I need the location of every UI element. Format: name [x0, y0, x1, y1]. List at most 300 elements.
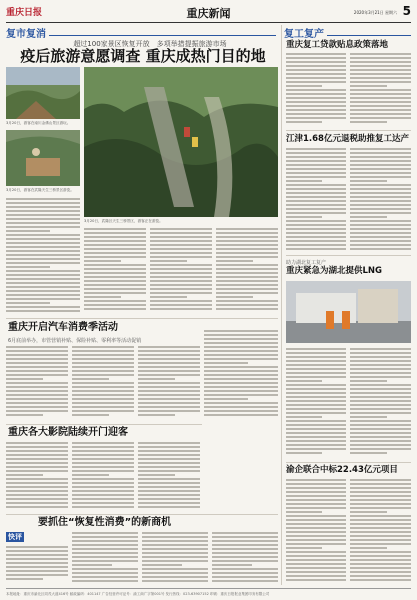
text-line: [6, 578, 43, 580]
newspaper-logo: 重庆日报: [6, 8, 43, 18]
text-line: [142, 556, 208, 558]
text-line: [138, 402, 200, 404]
text-line: [286, 77, 346, 79]
text-line: [286, 232, 346, 234]
text-line: [286, 495, 346, 497]
text-line: [142, 536, 208, 538]
text-line: [72, 446, 134, 448]
mid-text-1d: [204, 330, 278, 418]
text-line: [72, 470, 134, 472]
mid-text-2b: [72, 442, 134, 510]
text-line: [6, 458, 68, 460]
text-line: [216, 244, 278, 246]
text-line: [286, 200, 346, 202]
text-line: [286, 109, 346, 111]
text-line: [6, 502, 68, 504]
photo-caption-1: 3月20日，游客在南川金佛山景区游玩。: [6, 121, 71, 125]
text-line: [84, 300, 146, 302]
text-line: [6, 298, 80, 300]
text-line: [72, 482, 134, 484]
text-line: [6, 226, 80, 228]
text-line: [350, 216, 387, 218]
text-line: [84, 256, 146, 258]
text-line: [6, 254, 80, 256]
text-line: [286, 452, 322, 454]
text-line: [286, 424, 346, 426]
text-line: [72, 564, 112, 566]
text-line: [138, 466, 200, 468]
text-line: [286, 156, 346, 158]
text-line: [286, 503, 346, 505]
text-line: [6, 346, 68, 348]
text-line: [150, 308, 212, 310]
text-line: [72, 486, 134, 488]
text-line: [286, 220, 346, 222]
text-line: [84, 236, 146, 238]
text-line: [72, 494, 134, 496]
text-line: [72, 442, 134, 444]
text-line: [150, 264, 212, 266]
text-line: [350, 121, 387, 123]
text-line: [350, 356, 411, 358]
text-line: [212, 540, 278, 542]
text-line: [350, 515, 411, 517]
text-line: [6, 278, 80, 280]
text-line: [350, 152, 411, 154]
text-line: [204, 374, 278, 376]
text-line: [138, 358, 200, 360]
text-line: [286, 404, 346, 406]
mid-text-3d: [212, 532, 278, 584]
text-line: [204, 402, 278, 404]
text-line: [138, 442, 200, 444]
text-line: [142, 540, 208, 542]
text-line: [350, 432, 411, 434]
text-line: [286, 539, 346, 541]
text-line: [150, 248, 212, 250]
text-line: [72, 506, 134, 508]
text-line: [72, 466, 134, 468]
text-line: [212, 572, 278, 574]
text-line: [6, 410, 68, 412]
text-line: [286, 523, 346, 525]
text-line: [204, 366, 278, 368]
page-number: 5: [402, 4, 411, 18]
text-line: [286, 208, 346, 210]
text-line: [6, 470, 68, 472]
text-line: [72, 490, 134, 492]
text-line: [286, 567, 346, 569]
text-line: [286, 212, 346, 214]
tag-label: 复工复产: [284, 25, 327, 40]
text-line: [286, 408, 346, 410]
text-line: [350, 77, 411, 79]
text-line: [286, 392, 346, 394]
text-line: [350, 248, 411, 250]
text-line: [72, 398, 134, 400]
photo-caption-main: 3月20日，武隆区天生三桥景区，游客正在游览。: [84, 219, 163, 223]
text-line: [150, 240, 212, 242]
text-line: [150, 292, 212, 294]
text-line: [286, 73, 346, 75]
text-line: [6, 290, 80, 292]
text-line: [350, 180, 387, 182]
text-line: [286, 152, 346, 154]
text-line: [138, 506, 200, 508]
text-line: [286, 360, 346, 362]
mid-text-3a: [6, 546, 68, 582]
text-line: [350, 85, 387, 87]
text-line: [6, 482, 68, 484]
text-line: [350, 348, 411, 350]
text-line: [138, 350, 200, 352]
text-line: [286, 244, 346, 246]
text-line: [72, 410, 134, 412]
text-line: [138, 366, 200, 368]
text-line: [350, 483, 411, 485]
text-line: [150, 304, 212, 306]
lead-text-col-4: [216, 228, 278, 312]
text-line: [350, 519, 411, 521]
text-line: [142, 580, 208, 582]
text-line: [138, 398, 200, 400]
text-line: [350, 113, 411, 115]
text-line: [138, 382, 200, 384]
text-line: [142, 568, 208, 570]
text-line: [72, 346, 134, 348]
text-line: [350, 93, 411, 95]
text-line: [212, 576, 278, 578]
text-line: [142, 560, 208, 562]
text-line: [286, 196, 346, 198]
text-line: [350, 364, 411, 366]
text-line: [286, 444, 346, 446]
text-line: [72, 414, 109, 416]
text-line: [216, 248, 278, 250]
page-footer: 本报地址：重庆市渝北区同茂大道416号 邮政编码：401147 广告经营许可证号：渝工商广字第001号 发行热线：023-63907152 印刷：重庆日报报业集团印务有限公司: [6, 588, 411, 599]
text-line: [350, 408, 411, 410]
text-line: [204, 354, 278, 356]
text-line: [350, 69, 411, 71]
right-divider-3: [286, 462, 411, 463]
text-line: [84, 308, 146, 310]
text-line: [6, 574, 68, 576]
text-line: [350, 404, 411, 406]
text-line: [204, 386, 278, 388]
text-line: [286, 563, 346, 565]
text-line: [350, 117, 411, 119]
text-line: [6, 294, 80, 296]
mid-text-1b: [72, 346, 134, 418]
text-line: [72, 544, 138, 546]
text-line: [6, 366, 68, 368]
text-line: [72, 450, 134, 452]
text-line: [72, 572, 138, 574]
text-line: [6, 414, 43, 416]
text-line: [138, 410, 200, 412]
text-line: [6, 550, 68, 552]
text-line: [138, 370, 200, 372]
text-line: [286, 400, 346, 402]
right-text-4a: [286, 479, 346, 583]
text-line: [350, 452, 387, 454]
right-text-2b: [350, 148, 411, 252]
text-line: [6, 222, 80, 224]
text-line: [138, 502, 200, 504]
text-line: [286, 420, 346, 422]
text-line: [286, 97, 346, 99]
text-line: [6, 242, 80, 244]
text-line: [84, 268, 146, 270]
text-line: [286, 69, 346, 71]
text-line: [138, 374, 200, 376]
text-line: [216, 240, 278, 242]
right-photo-image: [286, 281, 411, 343]
text-line: [142, 532, 208, 534]
text-line: [350, 527, 411, 529]
text-line: [6, 282, 80, 284]
text-line: [6, 350, 68, 352]
text-line: [350, 547, 387, 549]
text-line: [6, 462, 68, 464]
text-line: [286, 479, 346, 481]
text-line: [286, 519, 346, 521]
text-line: [72, 560, 138, 562]
text-line: [286, 535, 346, 537]
text-line: [138, 454, 200, 456]
text-line: [216, 284, 278, 286]
text-line: [286, 176, 346, 178]
text-line: [150, 260, 187, 262]
text-line: [350, 97, 411, 99]
text-line: [138, 446, 200, 448]
text-line: [150, 256, 212, 258]
text-line: [350, 168, 411, 170]
text-line: [350, 240, 411, 242]
text-line: [212, 548, 278, 550]
text-line: [72, 362, 134, 364]
tag-label: 快评: [8, 533, 22, 541]
mid-text-1a: [6, 346, 68, 418]
text-line: [350, 200, 411, 202]
mid-text-1c: [138, 346, 200, 418]
text-line: [6, 446, 68, 448]
text-line: [84, 232, 146, 234]
section-tag-bottom: [6, 532, 36, 544]
text-line: [286, 547, 322, 549]
text-line: [150, 296, 187, 298]
text-line: [6, 310, 80, 312]
right-photo: [286, 281, 411, 343]
text-line: [350, 396, 411, 398]
text-line: [138, 362, 200, 364]
text-line: [286, 428, 346, 430]
text-line: [350, 89, 411, 91]
text-line: [212, 568, 278, 570]
text-line: [72, 354, 134, 356]
text-line: [350, 507, 411, 509]
text-line: [72, 568, 138, 570]
text-line: [72, 552, 138, 554]
right-sub-2: 助力湖北复工复产: [286, 260, 327, 266]
text-line: [6, 466, 68, 468]
text-line: [350, 228, 411, 230]
text-line: [350, 220, 411, 222]
text-line: [286, 491, 346, 493]
mid-divider-1: [6, 318, 278, 319]
text-line: [216, 256, 278, 258]
text-line: [72, 474, 109, 476]
text-line: [350, 448, 411, 450]
text-line: [216, 264, 278, 266]
text-line: [138, 462, 200, 464]
text-line: [286, 61, 346, 63]
text-line: [138, 474, 175, 476]
text-line: [286, 579, 346, 581]
text-line: [72, 358, 134, 360]
mid-text-3b: [72, 532, 138, 584]
text-line: [350, 499, 411, 501]
mid-headline-2: 重庆各大影院陆续开门迎客: [8, 427, 128, 438]
text-line: [350, 244, 411, 246]
lead-headline: 疫后旅游意愿调查 重庆成热门目的地: [20, 47, 266, 65]
text-line: [286, 85, 322, 87]
text-line: [6, 250, 80, 252]
text-line: [6, 218, 80, 220]
text-line: [6, 354, 68, 356]
text-line: [350, 208, 411, 210]
text-line: [286, 204, 346, 206]
text-line: [138, 414, 175, 416]
text-line: [204, 330, 278, 332]
text-line: [286, 356, 346, 358]
text-line: [142, 548, 208, 550]
text-line: [212, 552, 278, 554]
text-line: [350, 388, 411, 390]
text-line: [138, 490, 200, 492]
text-line: [286, 236, 346, 238]
text-line: [6, 358, 68, 360]
text-line: [350, 495, 411, 497]
text-line: [84, 244, 146, 246]
text-line: [286, 436, 346, 438]
text-line: [350, 444, 411, 446]
text-line: [286, 487, 346, 489]
text-line: [72, 536, 138, 538]
text-line: [84, 280, 146, 282]
text-line: [286, 117, 346, 119]
text-line: [6, 474, 43, 476]
text-line: [84, 292, 146, 294]
right-text-4b: [350, 479, 411, 583]
text-line: [350, 188, 411, 190]
text-line: [138, 390, 200, 392]
text-line: [84, 252, 146, 254]
text-line: [216, 292, 278, 294]
text-line: [212, 580, 278, 582]
photo-2-image: [6, 130, 80, 186]
text-line: [72, 370, 134, 372]
text-line: [350, 384, 411, 386]
photo-main-image: [84, 67, 278, 217]
text-line: [216, 236, 278, 238]
mid-text-3c: [142, 532, 208, 584]
text-line: [350, 204, 411, 206]
text-line: [72, 458, 134, 460]
text-line: [138, 486, 200, 488]
text-line: [286, 113, 346, 115]
text-line: [212, 564, 252, 566]
text-line: [286, 384, 346, 386]
text-line: [72, 390, 134, 392]
text-line: [286, 228, 346, 230]
lead-text-col-2: [84, 228, 146, 312]
text-line: [138, 386, 200, 388]
column-divider: [281, 25, 282, 585]
text-line: [286, 101, 346, 103]
text-line: [286, 412, 346, 414]
text-line: [6, 554, 68, 556]
text-line: [286, 388, 346, 390]
text-line: [150, 300, 212, 302]
text-line: [150, 252, 212, 254]
text-line: [6, 206, 80, 208]
text-line: [138, 482, 200, 484]
text-line: [6, 506, 68, 508]
section-tag-right: [284, 25, 411, 40]
lead-kicker: 超过100家景区恢复开放 多项举措提振旅游市场: [73, 40, 227, 48]
text-line: [142, 544, 208, 546]
lead-photo-2: [6, 130, 80, 186]
text-line: [6, 266, 50, 268]
text-line: [350, 479, 411, 481]
photo-caption-2: 3月20日，游客在武隆天生三桥景区游览。: [6, 188, 74, 192]
text-line: [6, 378, 43, 380]
mid-headline-1: 重庆开启汽车消费季活动: [8, 322, 118, 333]
text-line: [84, 264, 146, 266]
text-line: [350, 57, 411, 59]
text-line: [138, 458, 200, 460]
text-line: [286, 224, 346, 226]
text-line: [350, 212, 411, 214]
text-line: [6, 558, 68, 560]
text-line: [6, 478, 68, 480]
text-line: [286, 432, 346, 434]
text-line: [286, 160, 346, 162]
text-line: [72, 532, 138, 534]
text-line: [350, 184, 411, 186]
text-line: [286, 248, 346, 250]
mid-text-2a: [6, 442, 68, 510]
text-line: [150, 268, 212, 270]
text-line: [84, 288, 146, 290]
text-line: [204, 394, 278, 396]
text-line: [72, 548, 138, 550]
right-headline-1: 重庆复工贷款贴息政策落地: [286, 40, 389, 50]
text-line: [138, 470, 200, 472]
lead-photo-main: [84, 67, 278, 217]
text-line: [72, 374, 134, 376]
text-line: [286, 440, 346, 442]
text-line: [350, 148, 411, 150]
mid-text-2c: [138, 442, 200, 510]
text-line: [350, 392, 411, 394]
text-line: [150, 228, 212, 230]
text-line: [150, 236, 212, 238]
text-line: [350, 360, 411, 362]
right-text-1a: [286, 53, 346, 125]
text-line: [142, 576, 208, 578]
